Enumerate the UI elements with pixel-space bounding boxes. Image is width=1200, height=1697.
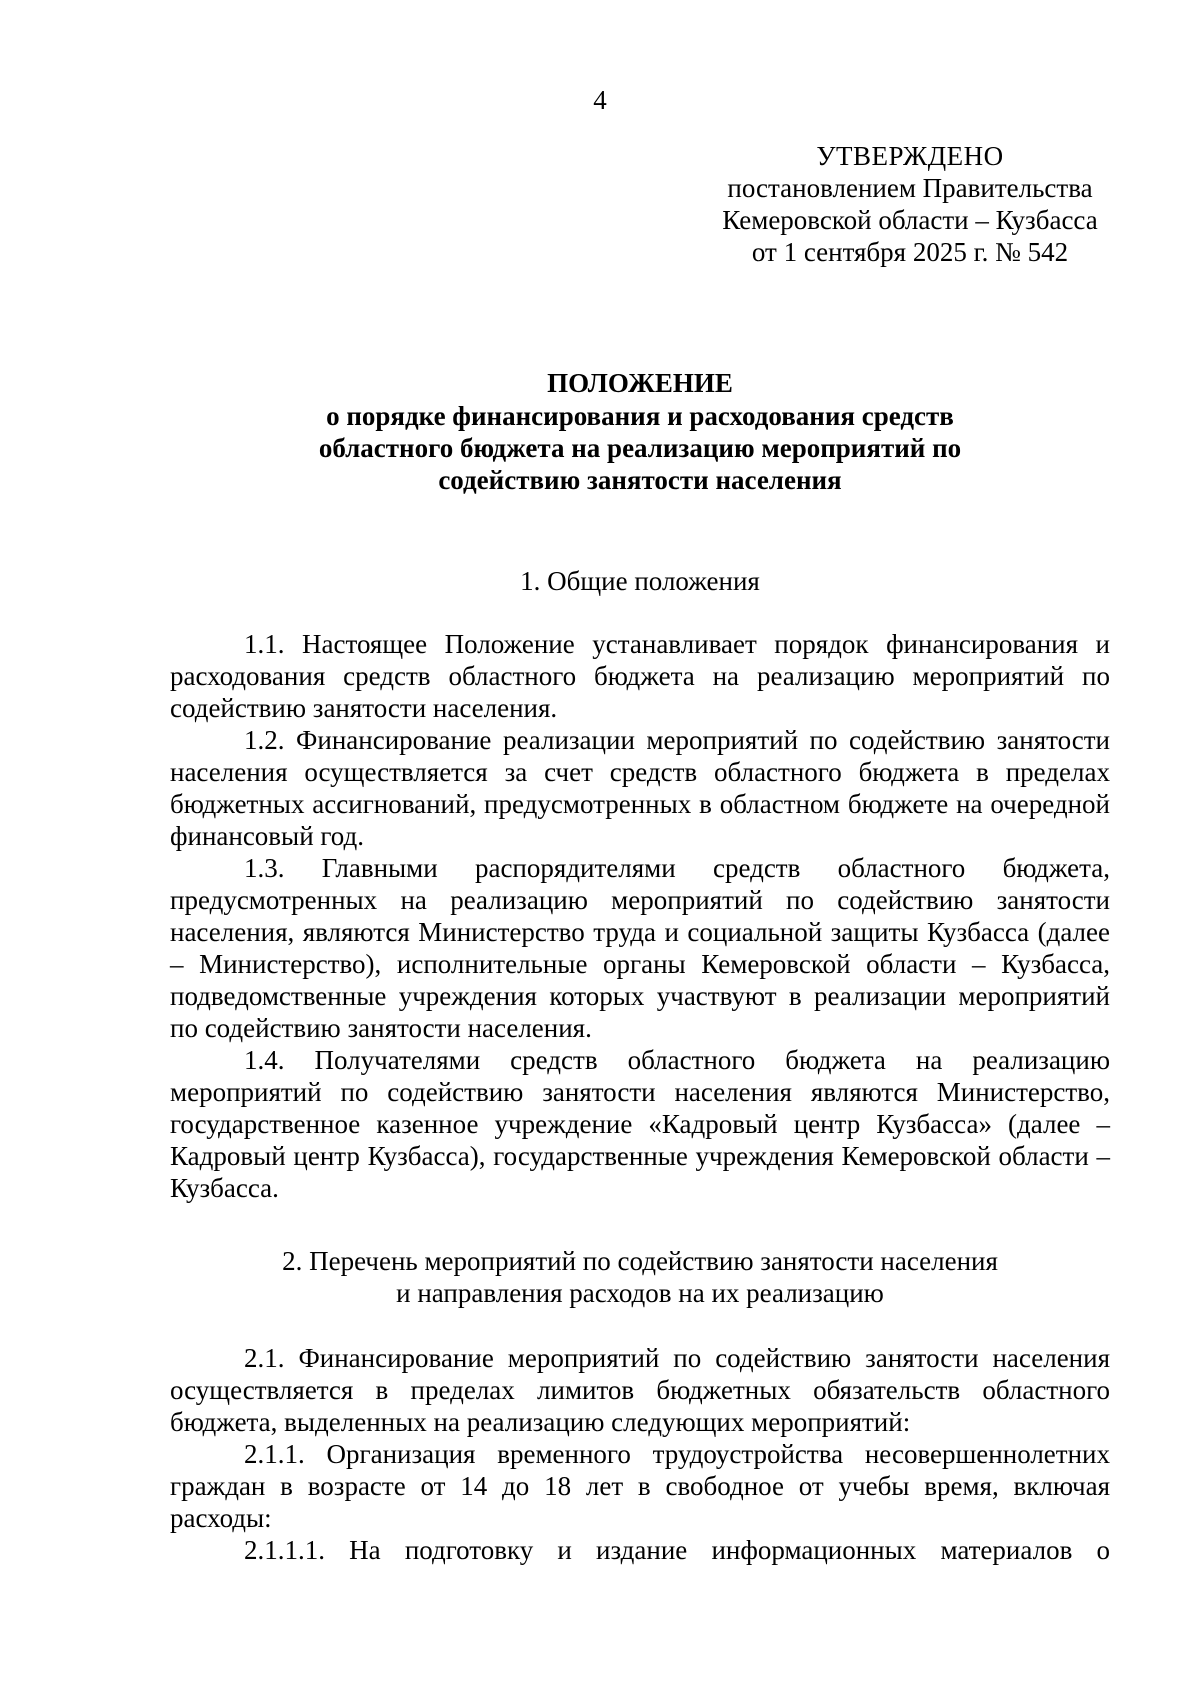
section-2-heading-line: 2. Перечень мероприятий по содействию занятости населения [282,1246,998,1276]
paragraph-2-1-1-1: 2.1.1.1. На подготовку и издание информационных материалов о [244,1535,1110,1565]
paragraph-2-1: 2.1. Финансирование мероприятий по содействию занятости населения осуществляется в пределах лимитов бюджетных обязательств областного бюджета, выделенных на реализацию следующих мероприятий: [170,1343,1110,1437]
approved-label: УТВЕРЖДЕНО [816,141,1004,171]
section-2-heading [170,1245,1110,1309]
paragraph-1-4: 1.4. Получателями средств областного бюджета на реализацию мероприятий по содействию занятости населения являются Министерство, государственное казенное учреждение «Кадровый центр Кузбасса» (далее – Кадровый центр Кузбасса), государственные учреждения Кемеровской области – Кузбасса. [170,1045,1110,1203]
approval-date-line: от 1 сентября 2025 г. № 542 [751,237,1069,267]
section-2-body [170,1342,1110,1566]
paragraph-2-1-1: 2.1.1. Организация временного трудоустройства несовершеннолетних граждан в возрасте от 14 до 18 лет в свободное от учебы время, включая расходы: [170,1439,1110,1533]
approval-stamp [700,140,1120,268]
section-1-heading: 1. Общие положения [520,566,760,596]
paragraph-1-2: 1.2. Финансирование реализации мероприятий по содействию занятости населения осуществляется за счет средств областного бюджета в пределах бюджетных ассигнований, предусмотренных в областном бюджете на очередной финансовый год. [170,725,1110,851]
section-2-heading-line: и направления расходов на их реализацию [396,1278,884,1308]
paragraph-1-3: 1.3. Главными распорядителями средств областного бюджета, предусмотренных на реализацию мероприятий по содействию занятости населения, являются Министерство труда и социальной защиты Кузбасса (далее – Министерство), исполнительные органы Кемеровской области – Кузбасса, подведомственные учреждения которых участвуют в реализации мероприятий по содействию занятости населения. [170,853,1110,1043]
title-subtitle-line: областного бюджета на реализацию мероприятий по [318,433,962,463]
approval-region-line: Кемеровской области – Кузбасса [722,205,1098,235]
section-1-body [170,628,1110,1204]
title-subtitle-line: содействию занятости населения [438,465,842,495]
paragraph-1-1: 1.1. Настоящее Положение устанавливает порядок финансирования и расходования средств областного бюджета на реализацию мероприятий по содействию занятости населения. [170,629,1110,723]
page-number: 4 [593,85,607,115]
approval-issuer-line: постановлением Правительства [727,173,1093,203]
title-main: ПОЛОЖЕНИЕ [547,368,733,398]
document-title [170,367,1110,496]
title-subtitle-line: о порядке финансирования и расходования средств [326,401,954,431]
